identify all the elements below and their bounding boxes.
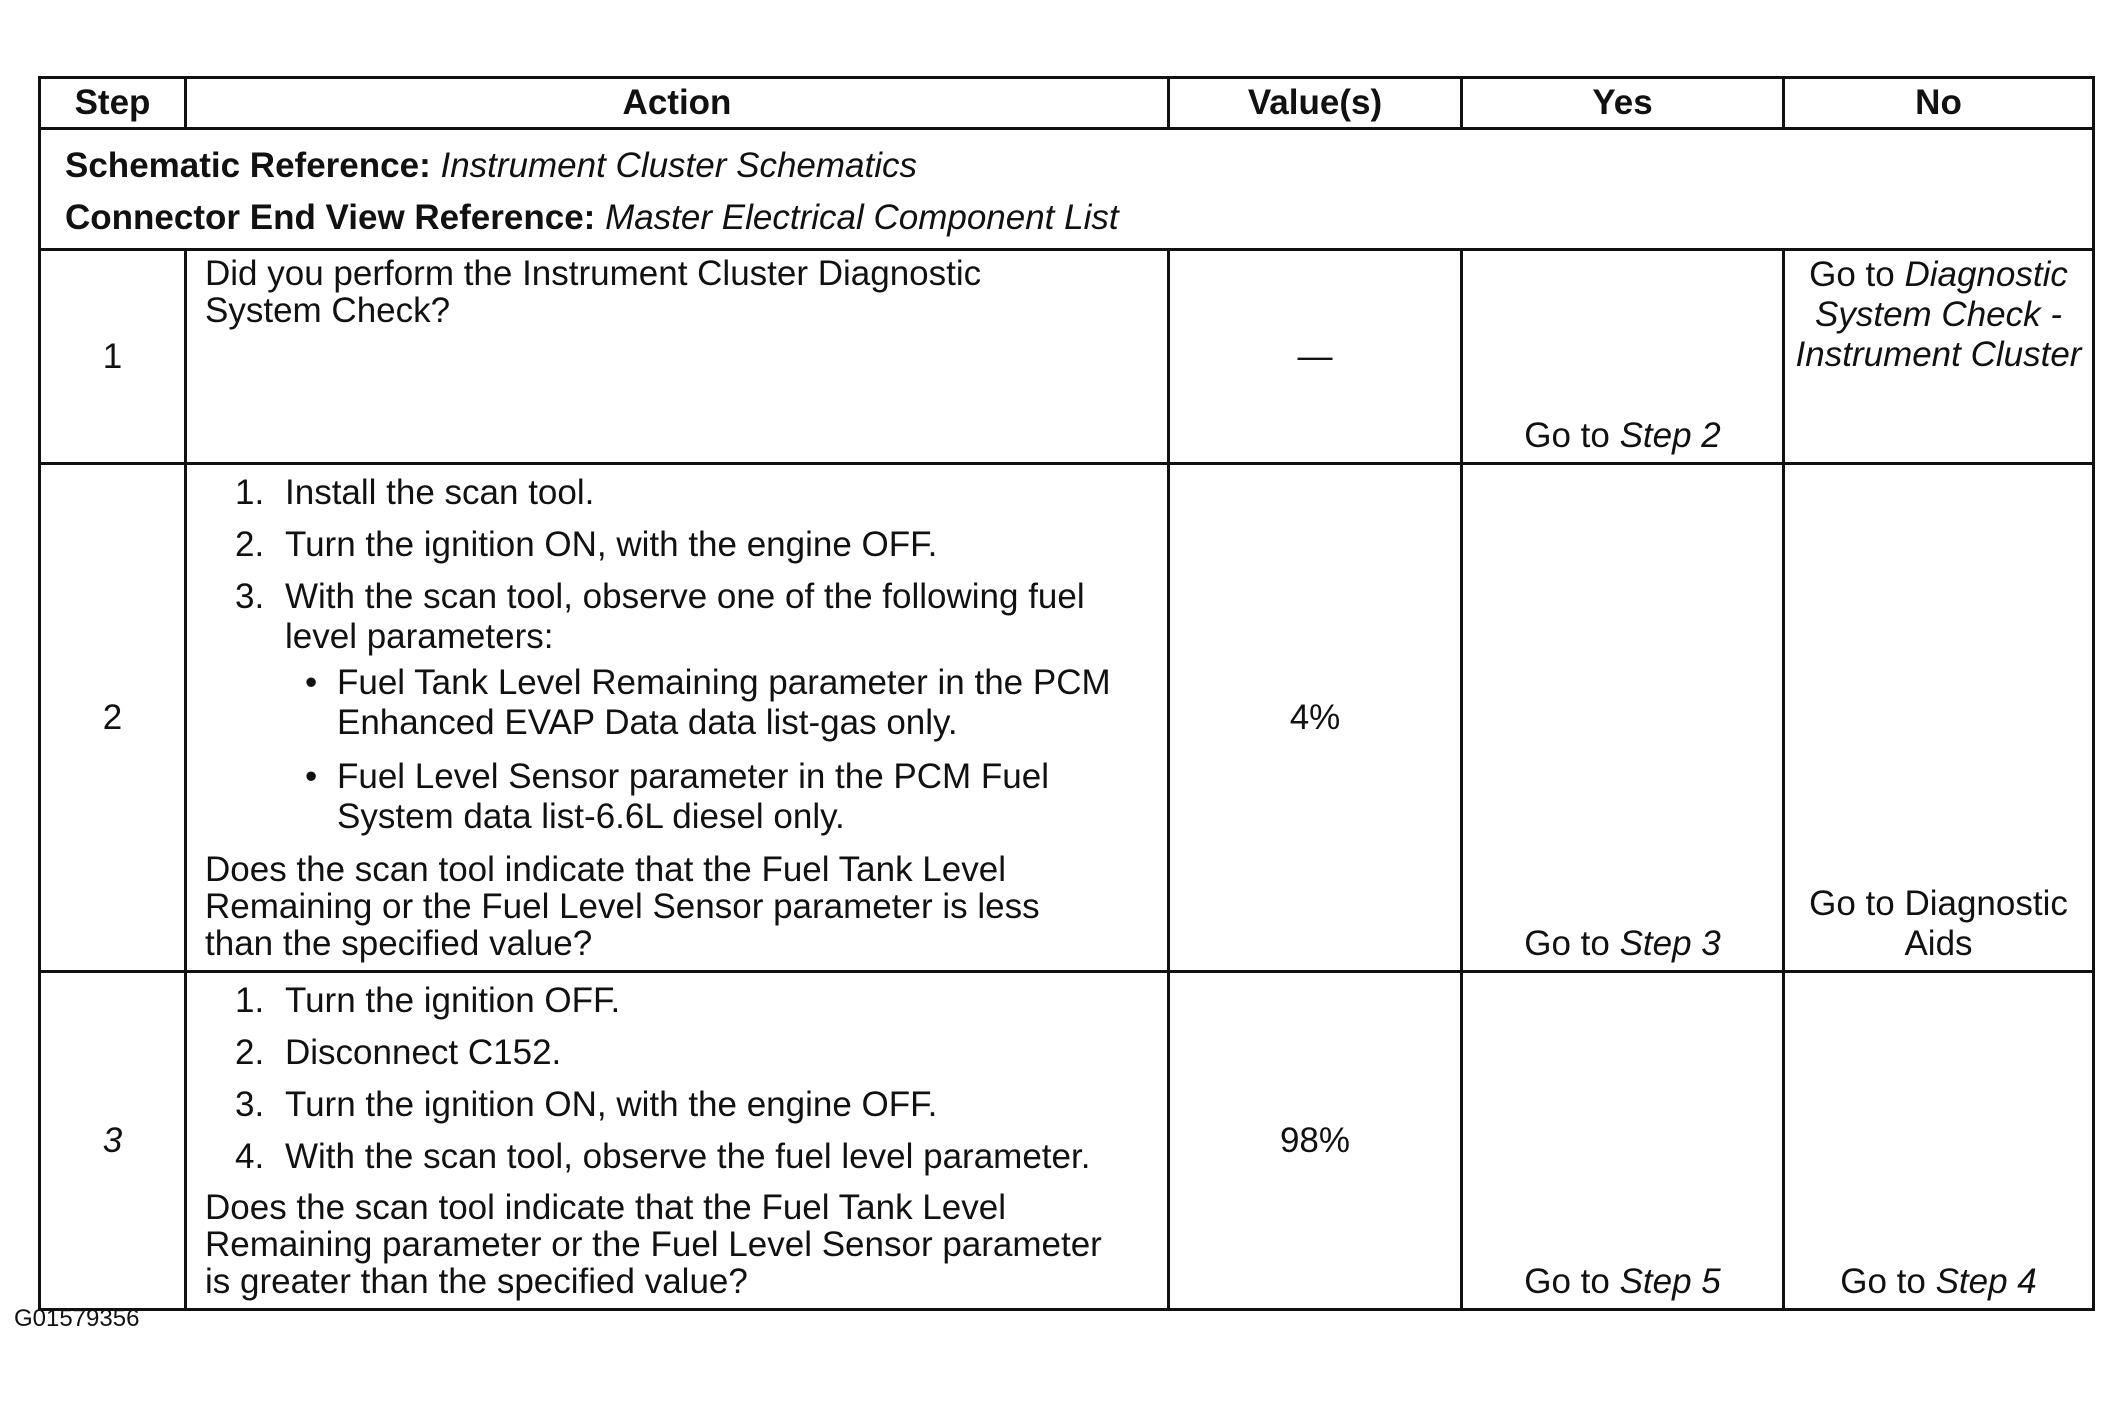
table-row: [40, 464, 2094, 972]
header-no: No: [1784, 78, 2094, 129]
value-cell: 98%: [1169, 972, 1462, 1310]
action-steps: [205, 473, 1149, 657]
schematic-reference-label: Schematic Reference:: [65, 146, 431, 185]
no-diagnostic-aids-link[interactable]: Go to Diagnostic Aids: [1809, 884, 2068, 963]
no-prefix: Go to: [1840, 1262, 1926, 1301]
connector-reference-label: Connector End View Reference:: [65, 198, 596, 237]
yes-cell: [1462, 972, 1784, 1310]
value-cell: 4%: [1169, 464, 1462, 972]
action-question: Does the scan tool indicate that the Fuel Tank Level Remaining parameter or the Fuel Level Sensor parameter is greater than the specified value?: [205, 1188, 1102, 1301]
step-number: 1: [40, 250, 186, 464]
action-question: Does the scan tool indicate that the Fuel Tank Level Remaining or the Fuel Level Sensor parameter is less than the specified value?: [205, 850, 1040, 963]
schematic-reference: [65, 140, 2068, 192]
no-cell: [1784, 972, 2094, 1310]
yes-step-link[interactable]: Step 3: [1619, 924, 1721, 963]
step-number: 3: [40, 972, 186, 1310]
diagnostic-table: [38, 76, 2095, 1311]
header-row: [40, 78, 2094, 129]
yes-step-link[interactable]: Step 2: [1619, 416, 1721, 455]
yes-cell: [1462, 464, 1784, 972]
connector-reference: [65, 192, 2068, 244]
value-cell: —: [1169, 250, 1462, 464]
header-action: Action: [186, 78, 1169, 129]
connector-reference-link[interactable]: Master Electrical Component List: [605, 198, 1119, 237]
action-cell: [186, 972, 1169, 1310]
yes-prefix: Go to: [1524, 416, 1610, 455]
figure-id: G01579356: [14, 1305, 140, 1332]
parameter-list: [205, 663, 1149, 837]
header-step: Step: [40, 78, 186, 129]
yes-prefix: Go to: [1524, 924, 1610, 963]
no-cell: [1784, 250, 2094, 464]
step-number: 2: [40, 464, 186, 972]
action-cell: [186, 250, 1169, 464]
yes-step-link[interactable]: Step 5: [1619, 1262, 1721, 1301]
header-yes: Yes: [1462, 78, 1784, 129]
header-values: Value(s): [1169, 78, 1462, 129]
yes-prefix: Go to: [1524, 1262, 1610, 1301]
parameter-item: • Fuel Tank Level Remaining parameter in the PCM Enhanced EVAP Data data list-gas only.: [305, 663, 1111, 742]
table-row: [40, 250, 2094, 464]
action-step: 1. Turn the ignition OFF.: [235, 981, 621, 1020]
no-prefix: Go to: [1809, 255, 1895, 294]
action-step: 4. With the scan tool, observe the fuel level parameter.: [235, 1137, 1091, 1176]
reference-row: [40, 129, 2094, 250]
action-step: 2. Disconnect C152.: [235, 1033, 562, 1072]
action-step: 3. With the scan tool, observe one of the following fuel level parameters:: [235, 577, 1085, 656]
no-cell: [1784, 464, 2094, 972]
reference-cell: [40, 129, 2094, 250]
action-step: 1. Install the scan tool.: [235, 473, 595, 512]
no-step-link[interactable]: Step 4: [1935, 1262, 2037, 1301]
action-cell: [186, 464, 1169, 972]
yes-cell: [1462, 250, 1784, 464]
action-steps: [205, 981, 1149, 1177]
table-row: [40, 972, 2094, 1310]
parameter-item: • Fuel Level Sensor parameter in the PCM Fuel System data list-6.6L diesel only.: [305, 757, 1049, 836]
action-question: Did you perform the Instrument Cluster Diagnostic System Check?: [205, 254, 982, 330]
action-step: 3. Turn the ignition ON, with the engine OFF.: [235, 1085, 938, 1124]
action-step: 2. Turn the ignition ON, with the engine OFF.: [235, 525, 938, 564]
schematic-reference-link[interactable]: Instrument Cluster Schematics: [440, 146, 918, 185]
no-step-link[interactable]: Diagnostic System Check - Instrument Cluster: [1795, 255, 2082, 374]
